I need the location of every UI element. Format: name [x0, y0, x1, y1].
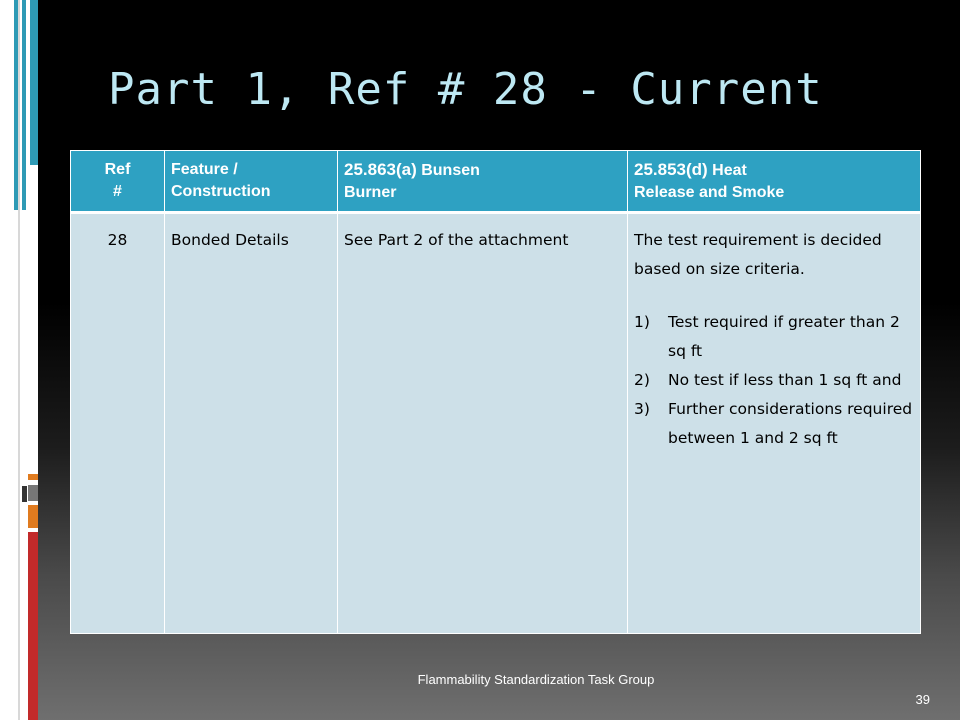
slide-title: Part 1, Ref # 28 - Current [108, 64, 823, 115]
slide-footer: Flammability Standardization Task Group [417, 672, 655, 687]
list-item-marker: 1) [634, 313, 650, 331]
cell-ref: 28 [71, 213, 165, 634]
header-feature [165, 151, 338, 213]
header-heat-rest: Heat [707, 162, 747, 179]
decoration-gray-block [28, 485, 38, 501]
list-item [634, 395, 914, 453]
header-bunsen-line2: Burner [344, 184, 397, 201]
decoration-teal-stripe [22, 0, 26, 210]
header-ref-line2: # [113, 183, 122, 200]
header-heat-number: 25.853(d) [634, 160, 708, 179]
list-item-text: Test required if greater than 2 sq ft [668, 313, 900, 360]
header-ref [71, 151, 165, 213]
heat-intro-text: The test requirement is decided based on size criteria. [634, 231, 882, 278]
header-bunsen-rest: Bunsen [416, 162, 480, 179]
decoration-teal-block [30, 0, 38, 165]
list-item-text: Further considerations required between 1 and 2 sq ft [668, 400, 913, 447]
list-item [634, 308, 914, 366]
header-bunsen-burner [338, 151, 628, 213]
decoration-orange-block [28, 474, 38, 480]
cell-heat-release [628, 213, 921, 634]
table-row [71, 213, 921, 634]
decoration-orange-block [28, 505, 38, 528]
heat-criteria-list [634, 308, 914, 453]
cell-feature: Bonded Details [165, 213, 338, 634]
list-item-text: No test if less than 1 sq ft and [668, 371, 902, 389]
list-item-marker: 2) [634, 371, 650, 389]
list-item-marker: 3) [634, 400, 650, 418]
header-feature-line1: Feature / [171, 161, 238, 178]
cell-bunsen: See Part 2 of the attachment [338, 213, 628, 634]
comparison-table [70, 150, 921, 634]
header-bunsen-number: 25.863(a) [344, 160, 417, 179]
header-heat-line2: Release and Smoke [634, 184, 785, 201]
list-item [634, 366, 914, 395]
header-heat-release [628, 151, 921, 213]
header-ref-line1: Ref [104, 161, 131, 178]
table-header-row [71, 151, 921, 213]
header-feature-line2: Construction [171, 183, 271, 200]
page-number: 39 [915, 692, 930, 707]
decoration-line [18, 0, 20, 720]
decoration-red-block [28, 532, 38, 720]
decoration-teal-stripe [14, 0, 18, 210]
decoration-dark-block [22, 486, 27, 502]
